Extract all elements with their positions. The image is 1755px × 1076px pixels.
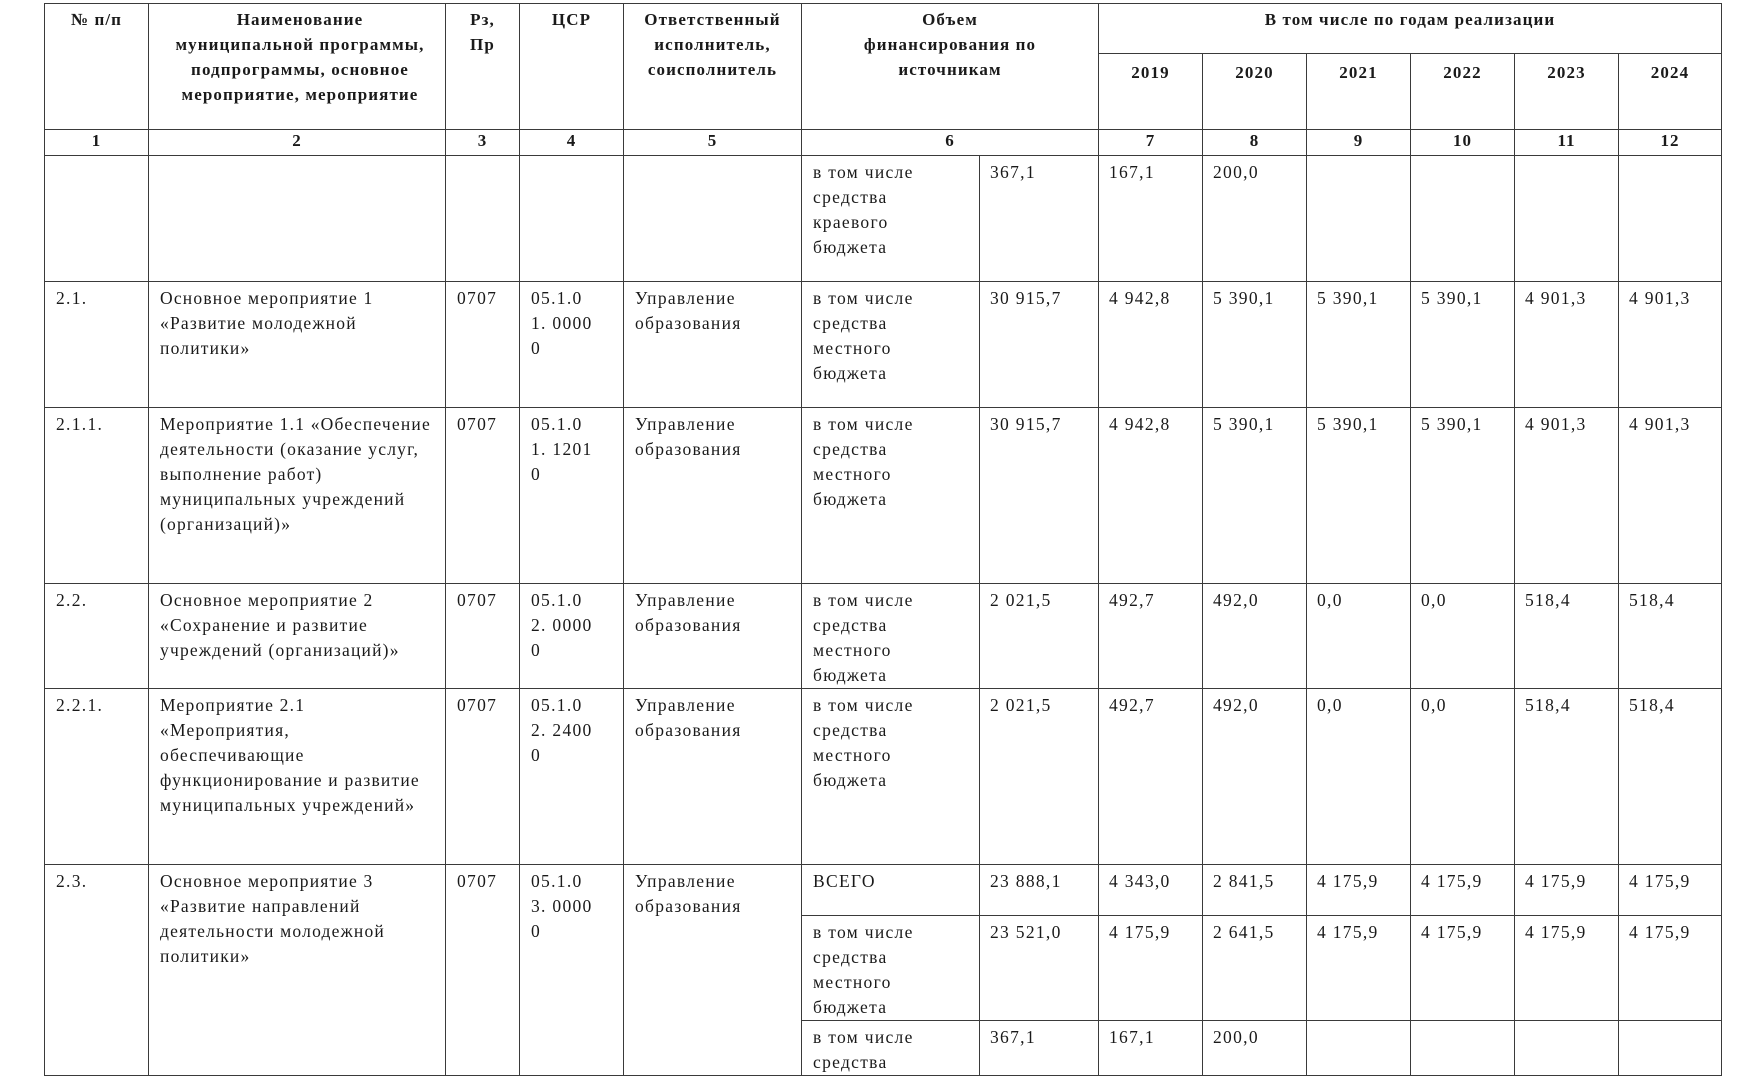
row-year-value: 5 390,1 xyxy=(1307,408,1411,584)
row-year-value: 518,4 xyxy=(1619,689,1722,865)
row-year-value: 4 175,9 xyxy=(1515,865,1619,916)
row-year-value: 4 901,3 xyxy=(1515,282,1619,408)
row-year-value: 4 175,9 xyxy=(1411,916,1515,1021)
row-source: в том числе средства местного бюджета xyxy=(802,408,980,584)
row-year-value xyxy=(1307,1021,1411,1076)
row-year-value: 4 901,3 xyxy=(1619,408,1722,584)
row-executor: Управление образования xyxy=(624,584,802,689)
row-rz: 0707 xyxy=(446,282,520,408)
row-year-value: 492,7 xyxy=(1099,689,1203,865)
column-number: 7 xyxy=(1099,130,1203,156)
row-number: 2.2.1. xyxy=(45,689,149,865)
column-number: 9 xyxy=(1307,130,1411,156)
table-row xyxy=(45,156,1722,282)
row-number: 2.1. xyxy=(45,282,149,408)
row-csr xyxy=(520,156,624,282)
table-row xyxy=(45,282,1722,408)
row-year-value: 492,7 xyxy=(1099,584,1203,689)
row-year-value: 4 901,3 xyxy=(1515,408,1619,584)
row-year-value: 5 390,1 xyxy=(1411,408,1515,584)
row-total: 367,1 xyxy=(980,1021,1099,1076)
row-year-value: 4 175,9 xyxy=(1619,865,1722,916)
header-year: 2022 xyxy=(1411,54,1515,130)
row-number xyxy=(45,156,149,282)
row-source: в том числе средства местного бюджета xyxy=(802,584,980,689)
row-total: 30 915,7 xyxy=(980,282,1099,408)
column-number: 4 xyxy=(520,130,624,156)
row-year-value xyxy=(1307,156,1411,282)
header-year: 2019 xyxy=(1099,54,1203,130)
row-year-value xyxy=(1619,1021,1722,1076)
row-rz: 0707 xyxy=(446,408,520,584)
row-total: 2 021,5 xyxy=(980,584,1099,689)
row-year-value: 200,0 xyxy=(1203,1021,1307,1076)
row-year-value: 4 343,0 xyxy=(1099,865,1203,916)
column-number: 2 xyxy=(149,130,446,156)
row-year-value: 0,0 xyxy=(1307,689,1411,865)
row-year-value: 5 390,1 xyxy=(1203,408,1307,584)
column-number: 5 xyxy=(624,130,802,156)
row-csr: 05.1.03. 00000 xyxy=(520,865,624,1076)
header-years-group: В том числе по годам реализации xyxy=(1099,4,1722,54)
column-number: 11 xyxy=(1515,130,1619,156)
row-year-value: 518,4 xyxy=(1515,584,1619,689)
row-source: ВСЕГО xyxy=(802,865,980,916)
row-total: 30 915,7 xyxy=(980,408,1099,584)
row-executor: Управление образования xyxy=(624,282,802,408)
row-year-value: 4 942,8 xyxy=(1099,408,1203,584)
row-year-value: 4 942,8 xyxy=(1099,282,1203,408)
row-year-value: 5 390,1 xyxy=(1307,282,1411,408)
row-number: 2.1.1. xyxy=(45,408,149,584)
header-name: Наименование муниципальной программы, подпрограммы, основное мероприятие, мероприятие xyxy=(149,4,446,130)
header-csr: ЦСР xyxy=(520,4,624,130)
row-year-value xyxy=(1411,1021,1515,1076)
row-year-value: 4 175,9 xyxy=(1307,865,1411,916)
row-year-value: 0,0 xyxy=(1411,689,1515,865)
row-year-value xyxy=(1515,1021,1619,1076)
row-total: 23 521,0 xyxy=(980,916,1099,1021)
row-year-value xyxy=(1515,156,1619,282)
column-number: 6 xyxy=(802,130,1099,156)
table-row xyxy=(45,584,1722,689)
column-number: 3 xyxy=(446,130,520,156)
row-csr: 05.1.01. 00000 xyxy=(520,282,624,408)
row-year-value: 492,0 xyxy=(1203,584,1307,689)
row-number: 2.3. xyxy=(45,865,149,1076)
row-year-value: 167,1 xyxy=(1099,156,1203,282)
row-source: в том числе средства местного бюджета xyxy=(802,282,980,408)
table-row xyxy=(45,689,1722,865)
column-number-row xyxy=(45,130,1722,156)
row-year-value: 4 175,9 xyxy=(1619,916,1722,1021)
header-no: № п/п xyxy=(45,4,149,130)
row-year-value: 2 841,5 xyxy=(1203,865,1307,916)
header-year: 2023 xyxy=(1515,54,1619,130)
header-year: 2021 xyxy=(1307,54,1411,130)
row-source: в том числе средства местного бюджета xyxy=(802,689,980,865)
table-row xyxy=(45,865,1722,916)
row-year-value: 4 175,9 xyxy=(1411,865,1515,916)
column-number: 8 xyxy=(1203,130,1307,156)
row-year-value: 0,0 xyxy=(1411,584,1515,689)
row-year-value: 518,4 xyxy=(1619,584,1722,689)
header-rz: Рз, Пр xyxy=(446,4,520,130)
row-source: в том числе средства местного бюджета xyxy=(802,916,980,1021)
row-executor: Управление образования xyxy=(624,408,802,584)
row-year-value: 0,0 xyxy=(1307,584,1411,689)
column-number: 10 xyxy=(1411,130,1515,156)
row-source: в том числе средства краевого бюджета xyxy=(802,156,980,282)
row-total: 367,1 xyxy=(980,156,1099,282)
row-csr: 05.1.02. 24000 xyxy=(520,689,624,865)
row-name: Мероприятие 2.1 «Мероприятия, обеспечивающие функционирование и развитие муниципальных учреждений» xyxy=(149,689,446,865)
row-rz xyxy=(446,156,520,282)
row-year-value xyxy=(1411,156,1515,282)
row-year-value: 200,0 xyxy=(1203,156,1307,282)
row-year-value: 4 175,9 xyxy=(1099,916,1203,1021)
header-year: 2024 xyxy=(1619,54,1722,130)
column-number: 1 xyxy=(45,130,149,156)
row-name: Мероприятие 1.1 «Обеспечение деятельности (оказание услуг, выполнение работ) муниципальных учреждений (организаций)» xyxy=(149,408,446,584)
header-volume: Объем финансирования по источникам xyxy=(802,4,1099,130)
row-csr: 05.1.02. 00000 xyxy=(520,584,624,689)
header-executor: Ответственный исполнитель, соисполнитель xyxy=(624,4,802,130)
row-year-value: 5 390,1 xyxy=(1411,282,1515,408)
row-csr: 05.1.01. 12010 xyxy=(520,408,624,584)
row-year-value: 167,1 xyxy=(1099,1021,1203,1076)
row-executor: Управление образования xyxy=(624,865,802,1076)
row-name: Основное мероприятие 1 «Развитие молодежной политики» xyxy=(149,282,446,408)
header-year: 2020 xyxy=(1203,54,1307,130)
row-year-value: 4 901,3 xyxy=(1619,282,1722,408)
row-year-value: 5 390,1 xyxy=(1203,282,1307,408)
column-number: 12 xyxy=(1619,130,1722,156)
row-rz: 0707 xyxy=(446,689,520,865)
row-source: в том числе средства xyxy=(802,1021,980,1076)
row-executor xyxy=(624,156,802,282)
row-name xyxy=(149,156,446,282)
row-year-value: 2 641,5 xyxy=(1203,916,1307,1021)
row-year-value: 4 175,9 xyxy=(1515,916,1619,1021)
financing-table xyxy=(44,3,1722,1076)
row-year-value: 4 175,9 xyxy=(1307,916,1411,1021)
row-year-value: 518,4 xyxy=(1515,689,1619,865)
row-year-value: 492,0 xyxy=(1203,689,1307,865)
table-row xyxy=(45,408,1722,584)
row-rz: 0707 xyxy=(446,584,520,689)
row-number: 2.2. xyxy=(45,584,149,689)
row-total: 23 888,1 xyxy=(980,865,1099,916)
row-name: Основное мероприятие 3 «Развитие направлений деятельности молодежной политики» xyxy=(149,865,446,1076)
row-name: Основное мероприятие 2 «Сохранение и развитие учреждений (организаций)» xyxy=(149,584,446,689)
row-executor: Управление образования xyxy=(624,689,802,865)
row-year-value xyxy=(1619,156,1722,282)
row-total: 2 021,5 xyxy=(980,689,1099,865)
row-rz: 0707 xyxy=(446,865,520,1076)
